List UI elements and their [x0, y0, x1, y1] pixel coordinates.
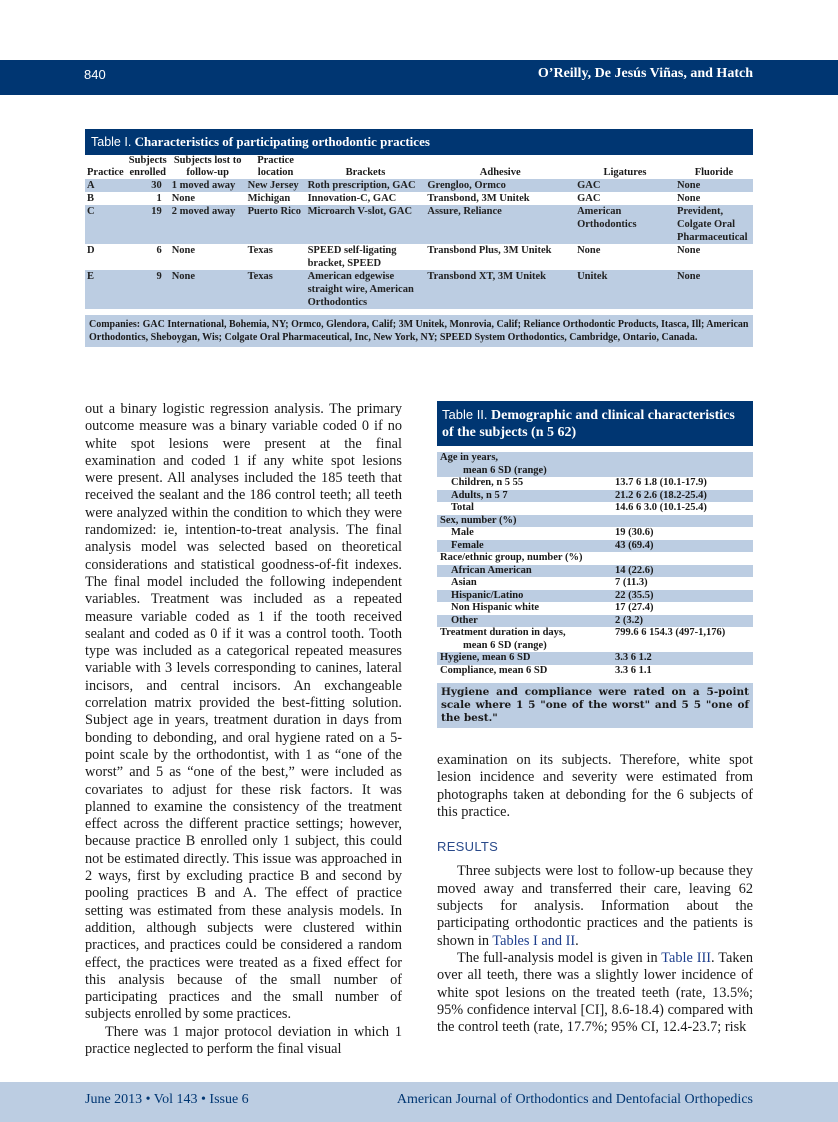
tables-link[interactable]: Tables I and II	[492, 932, 576, 949]
cell-location: Texas	[247, 245, 273, 256]
table-1-column-header	[425, 155, 575, 179]
cell-fluoride: None	[675, 179, 753, 192]
table-1-column-header	[85, 155, 126, 179]
row-label: Hispanic/Latino	[437, 590, 607, 603]
cell-adhesive: Transbond XT, 3M Unitek	[425, 270, 575, 309]
row-value	[607, 452, 753, 465]
table-row	[437, 490, 753, 503]
row-value: 3.3 6 1.2	[607, 652, 753, 665]
table-3-link[interactable]: Table III	[661, 949, 712, 966]
row-label: Non Hispanic white	[451, 602, 540, 613]
header-line: Practice	[87, 167, 124, 178]
page-number: 840	[84, 67, 106, 82]
header-line: Subjects lost to	[173, 155, 242, 166]
paragraph-text: Three subjects were lost to follow-up because they moved away and transferred their care, leaving 62 subjects for analysis. Information about the participating orthodontic practices and the patients is shown in	[437, 863, 753, 949]
cell-practice: E	[85, 270, 126, 309]
header-line: Subjects	[128, 155, 167, 166]
row-value: 14.6 6 3.0 (10.1-25.4)	[615, 502, 707, 513]
header-line: Fluoride	[694, 167, 734, 178]
table-row	[85, 270, 753, 309]
table-row	[437, 540, 753, 553]
table-1-column-header	[575, 155, 675, 179]
cell-fluoride: None	[676, 193, 701, 204]
cell-lost: None	[170, 270, 246, 309]
table-1-column-header	[675, 155, 753, 179]
cell-adhesive: Transbond Plus, 3M Unitek	[427, 245, 552, 256]
cell-ligatures: None	[577, 245, 601, 256]
cell-lost: 2 moved away	[170, 205, 246, 244]
table-row	[85, 179, 753, 192]
row-label: African American	[437, 565, 607, 578]
table-row	[437, 565, 753, 578]
table-row	[437, 602, 753, 615]
table-2-caption	[437, 401, 753, 446]
paragraph: examination on its subjects. Therefore, white spot lesion incidence and severity were estimated from photographs taken at debonding for the 6 subjects of this practice.	[437, 752, 753, 820]
table-row	[437, 665, 753, 678]
table-2	[437, 401, 753, 728]
cell-enrolled: 6	[156, 245, 162, 256]
table-row	[437, 652, 753, 665]
cell-brackets: Microarch V-slot, GAC	[306, 205, 426, 244]
cell-adhesive: Assure, Reliance	[425, 205, 575, 244]
cell-enrolled: 9	[126, 270, 170, 309]
page-header-bar	[0, 60, 838, 95]
row-value: 21.2 6 2.6 (18.2-25.4)	[607, 490, 753, 503]
row-label: Sex, number (%)	[437, 515, 607, 528]
cell-fluoride: None	[675, 270, 753, 309]
issue-info: June 2013 • Vol 143 • Issue 6	[85, 1092, 249, 1107]
row-value	[607, 552, 753, 565]
paragraph-text: .	[575, 932, 579, 949]
row-label: Total	[451, 502, 474, 513]
cell-lost: None	[171, 193, 196, 204]
cell-location: Michigan	[247, 193, 291, 204]
cell-practice: D	[87, 245, 95, 256]
row-value: 17 (27.4)	[615, 602, 654, 613]
cell-ligatures: Unitek	[575, 270, 675, 309]
table-1-title: Characteristics of participating orthodontic practices	[134, 134, 430, 149]
header-line: location	[257, 167, 294, 178]
table-row	[437, 477, 753, 490]
cell-brackets: Innovation-C, GAC	[307, 193, 397, 204]
table-row	[437, 465, 753, 478]
table-row	[85, 192, 753, 205]
cell-enrolled: 30	[126, 179, 170, 192]
body-column-right	[437, 752, 753, 1036]
table-1-label: Table I.	[91, 135, 132, 149]
cell-location: Texas	[246, 270, 306, 309]
row-value: 799.6 6 154.3 (497-1,176)	[615, 627, 726, 638]
table-2-title: Demographic and clinical characteristics of the subjects (n 5 62)	[442, 408, 735, 440]
cell-adhesive: Grengloo, Ormco	[425, 179, 575, 192]
table-row	[437, 515, 753, 528]
table-row	[85, 205, 753, 244]
table-row	[85, 244, 753, 270]
section-heading-results: RESULTS	[437, 839, 499, 855]
table-2-grid	[437, 452, 753, 677]
cell-brackets: American edgewise straight wire, American Orthodontics	[306, 270, 426, 309]
row-label: Other	[437, 615, 607, 628]
table-2-label: Table II.	[442, 407, 488, 422]
row-value: 2 (3.2)	[607, 615, 753, 628]
header-line: Brackets	[345, 167, 386, 178]
table-row	[437, 452, 753, 465]
cell-enrolled: 1	[156, 193, 162, 204]
cell-location: New Jersey	[246, 179, 306, 192]
cell-brackets: SPEED self-ligating bracket, SPEED	[307, 245, 397, 269]
row-label: Race/ethnic group, number (%)	[440, 552, 583, 563]
cell-brackets: Roth prescription, GAC	[306, 179, 426, 192]
row-value	[607, 640, 753, 653]
row-value: 13.7 6 1.8 (10.1-17.9)	[615, 477, 707, 488]
table-row	[437, 577, 753, 590]
cell-adhesive: Transbond, 3M Unitek	[427, 193, 530, 204]
table-row	[437, 502, 753, 515]
header-line: enrolled	[129, 167, 166, 178]
header-line: Ligatures	[603, 167, 647, 178]
row-value	[607, 515, 753, 528]
paragraph: out a binary logistic regression analysis. The primary outcome measure was a binary variable coded 0 if no white spot lesions were present at the final examination and coded 1 if any white spot lesions were present. All analyses included the 185 teeth that received the sealant and the 186 control teeth; all teeth were analyzed within the condition to which they were randomized: ie, intention-to-treat analysis. The final analysis model was selected based on theoretical considerations and statistical goodness-of-fit indexes. The final model included the following independent variables. Treatment was included as a repeated measure variable coded as 1 if the tooth received sealant and coded as 0 if it was a control tooth. Tooth type was included as a categorical repeated measures variable with 3 levels corresponding to canines, lateral incisors, and central incisors. An exchangeable correlation matrix provided the best-fitting solution. Subject age in years, treatment duration in days from bonding to debonding, and oral hygiene rated on a 5-point scale by the orthodontist, with 1 as “one of the worst” and 5 as “one of the best,” were included as covariates to adjust for these risk factors. It was planned to examine the consistency of the treatment effect across the different practice settings; however, because practice B enrolled only 1 subject, this could not be estimated directly. This issue was approached in 2 ways, first by excluding practice B and second by pooling practices B and A. The effect of practice setting was estimated from these analysis models. In addition, although subjects were clustered within practices, and practices could be considered a random effect, the practices were treated as a fixed effect for this analysis because of the small number of participating practices and the small number of subjects enrolled by some practices.	[85, 401, 402, 1023]
row-label: Asian	[451, 577, 477, 588]
table-1-grid	[85, 155, 753, 309]
header-line: Practice	[257, 155, 294, 166]
row-label: Compliance, mean 6 SD	[440, 664, 548, 676]
table-1-footnote: Companies: GAC International, Bohemia, NY; Ormco, Glendora, Calif; 3M Unitek, Monrovia, Calif; Reliance Orthodontic Products, Itasca, Ill; American Orthodontics, Sheboygan, Wis; Colgate Oral Pharmaceutical, Inc, New York, NY; SPEED System Orthodontics, Cambridge, Ontario, Canada.	[85, 315, 753, 347]
table-1-caption	[85, 129, 753, 155]
header-line: Adhesive	[479, 167, 521, 178]
cell-ligatures: GAC	[575, 179, 675, 192]
cell-practice: C	[85, 205, 126, 244]
row-value: 19 (30.6)	[615, 527, 654, 538]
cell-lost: 1 moved away	[170, 179, 246, 192]
cell-lost: None	[171, 245, 196, 256]
paragraph-text: . Taken over all teeth, there was a slightly lower incidence of white spot lesions on the treated teeth (rate, 13.5%; 95% confidence interval [CI], 8.6-18.4) compared with the control teeth (rate, 17.7%; 95% CI, 12.4-23.7; risk	[437, 949, 753, 1036]
paragraph	[437, 863, 753, 949]
page-footer-bar	[0, 1082, 838, 1122]
table-2-footnote: Hygiene and compliance were rated on a 5-point scale where 1 5 "one of the worst" and 5 5 "one of the best."	[437, 683, 753, 728]
table-row	[437, 640, 753, 653]
table-1-column-header	[246, 155, 306, 179]
paragraph: There was 1 major protocol deviation in which 1 practice neglected to perform the final visual	[85, 1023, 402, 1057]
row-label: Female	[437, 540, 607, 553]
table-1	[85, 129, 753, 347]
table-row	[437, 552, 753, 565]
paragraph-text: The full-analysis model is given in	[457, 949, 662, 966]
paragraph	[437, 950, 753, 1036]
table-row	[437, 627, 753, 640]
cell-fluoride: None	[676, 245, 701, 256]
running-head-authors: O’Reilly, De Jesús Viñas, and Hatch	[537, 66, 753, 81]
row-value	[607, 465, 753, 478]
row-label: Children, n 5 55	[451, 477, 524, 488]
body-column-left	[85, 401, 402, 1058]
cell-location: Puerto Rico	[246, 205, 306, 244]
table-1-column-header	[170, 155, 246, 179]
row-label: mean 6 SD (range)	[437, 465, 607, 478]
table-row	[437, 590, 753, 603]
row-value: 3.3 6 1.1	[615, 664, 652, 676]
cell-enrolled: 19	[126, 205, 170, 244]
cell-practice: A	[85, 179, 126, 192]
row-label: Treatment duration in days,	[440, 627, 566, 638]
row-value: 43 (69.4)	[607, 540, 753, 553]
table-1-column-header	[306, 155, 426, 179]
row-label: Hygiene, mean 6 SD	[437, 652, 607, 665]
table-1-header-row	[85, 155, 753, 179]
cell-practice: B	[87, 193, 95, 204]
header-line: follow-up	[186, 167, 229, 178]
cell-fluoride: Prevident, Colgate Oral Pharmaceutical	[675, 205, 753, 244]
row-label: Age in years,	[437, 452, 607, 465]
row-label: Adults, n 5 7	[437, 490, 607, 503]
table-row	[437, 615, 753, 628]
journal-name: American Journal of Orthodontics and Dentofacial Orthopedics	[396, 1092, 753, 1107]
row-label: mean 6 SD (range)	[463, 639, 547, 651]
row-label: Male	[451, 527, 474, 538]
row-value: 14 (22.6)	[607, 565, 753, 578]
row-value: 22 (35.5)	[607, 590, 753, 603]
table-1-column-header	[126, 155, 170, 179]
table-row	[437, 527, 753, 540]
cell-ligatures: GAC	[577, 193, 601, 204]
cell-ligatures: American Orthodontics	[575, 205, 675, 244]
row-value: 7 (11.3)	[615, 577, 648, 588]
